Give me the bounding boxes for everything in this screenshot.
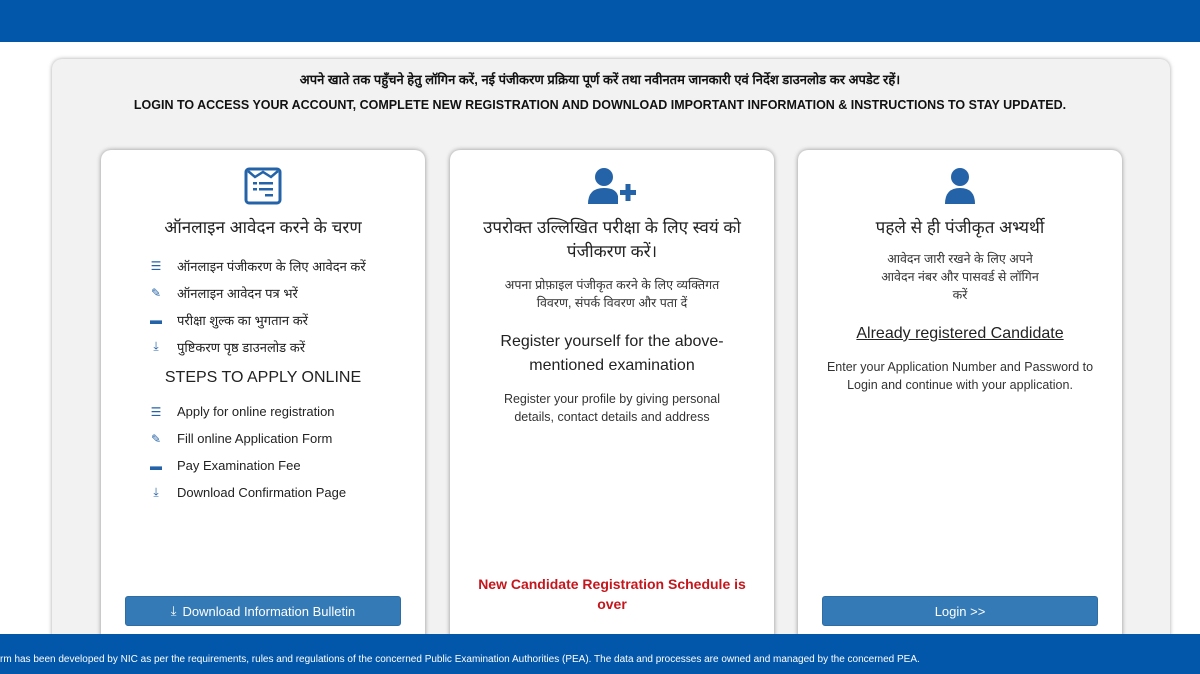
- register-sub-hindi: अपना प्रोफ़ाइल पंजीकृत करने के लिए व्यक्तिगत विवरण, संपर्क विवरण और पता दें: [504, 278, 720, 310]
- step-en-3: ▬ Pay Examination Fee: [150, 458, 301, 473]
- step-hi-3: ▬ परीक्षा शुल्क का भुगतान करें: [150, 312, 308, 328]
- step-en-2: ✎ Fill online Application Form: [150, 431, 333, 446]
- step-hi-4: ⤓ पुष्टिकरण पृष्ठ डाउनलोड करें: [149, 333, 425, 360]
- top-bar: [0, 0, 1200, 42]
- step-hi-1: ☰ ऑनलाइन पंजीकरण के लिए आवेदन करें: [150, 258, 366, 274]
- download-icon: ⤓: [153, 485, 159, 499]
- credit-card-icon: ▬: [150, 458, 162, 473]
- intro-hindi: अपने खाते तक पहुँचने हेतु लॉगिन करें, नई पंजीकरण प्रक्रिया पूर्ण करें तथा नवीनतम जानकारी एवं निर्देश डाउनलोड कर अपडेट रहें।: [299, 72, 901, 87]
- step-hi-2: ✎ ऑनलाइन आवेदन पत्र भरें: [150, 285, 298, 301]
- steps-card: [101, 150, 425, 650]
- user-plus-icon: [586, 166, 638, 206]
- register-title-english: Register yourself for the above-mentioned examination: [500, 333, 724, 374]
- login-button[interactable]: Login >>: [822, 596, 1098, 626]
- step-en-1: ☰ Apply for online registration: [150, 404, 335, 419]
- list-icon: ☰: [150, 258, 162, 273]
- download-bulletin-button[interactable]: ⤓ Download Information Bulletin: [125, 596, 401, 626]
- register-card: [450, 150, 774, 650]
- edit-icon: ✎: [150, 431, 162, 446]
- footer-text: rm has been developed by NIC as per the requirements, rules and regulations of the concerned Public Examination Authorities (PEA). The data and processes are owned and managed by the concerned PEA.: [0, 634, 1200, 674]
- register-title-hindi: उपरोक्त उल्लिखित परीक्षा के लिए स्वयं को पंजीकरण करें।: [483, 218, 741, 261]
- edit-icon: ✎: [150, 285, 162, 300]
- download-icon: ⤓: [153, 339, 159, 353]
- register-sub-english: Register your profile by giving personal details, contact details and address: [503, 392, 721, 424]
- form-icon: [243, 166, 283, 206]
- login-title-hindi: पहले से ही पंजीकृत अभ्यर्थी: [875, 218, 1045, 237]
- steps-title-hindi: ऑनलाइन आवेदन करने के चरण: [164, 218, 362, 237]
- user-icon: [940, 166, 980, 206]
- credit-card-icon: ▬: [150, 312, 162, 327]
- steps-title-english: STEPS TO APPLY ONLINE: [164, 369, 362, 386]
- login-card: [798, 150, 1122, 650]
- login-sub-hindi: आवेदन जारी रखने के लिए अपने आवेदन नंबर और पासवर्ड से लॉगिन करें: [881, 252, 1039, 302]
- registration-closed-notice: New Candidate Registration Schedule is over: [478, 576, 746, 612]
- download-icon: ⤓: [170, 603, 177, 618]
- list-icon: ☰: [150, 404, 162, 419]
- already-registered-link[interactable]: Already registered Candidate: [856, 325, 1064, 342]
- intro-english: LOGIN TO ACCESS YOUR ACCOUNT, COMPLETE NEW REGISTRATION AND DOWNLOAD IMPORTANT INFORMATION & INSTRUCTIONS TO STAY UPDATED.: [133, 98, 1067, 112]
- step-en-4: ⤓ Download Confirmation Page: [149, 479, 425, 506]
- login-sub-english: Enter your Application Number and Password to Login and continue with your application.: [826, 360, 1094, 392]
